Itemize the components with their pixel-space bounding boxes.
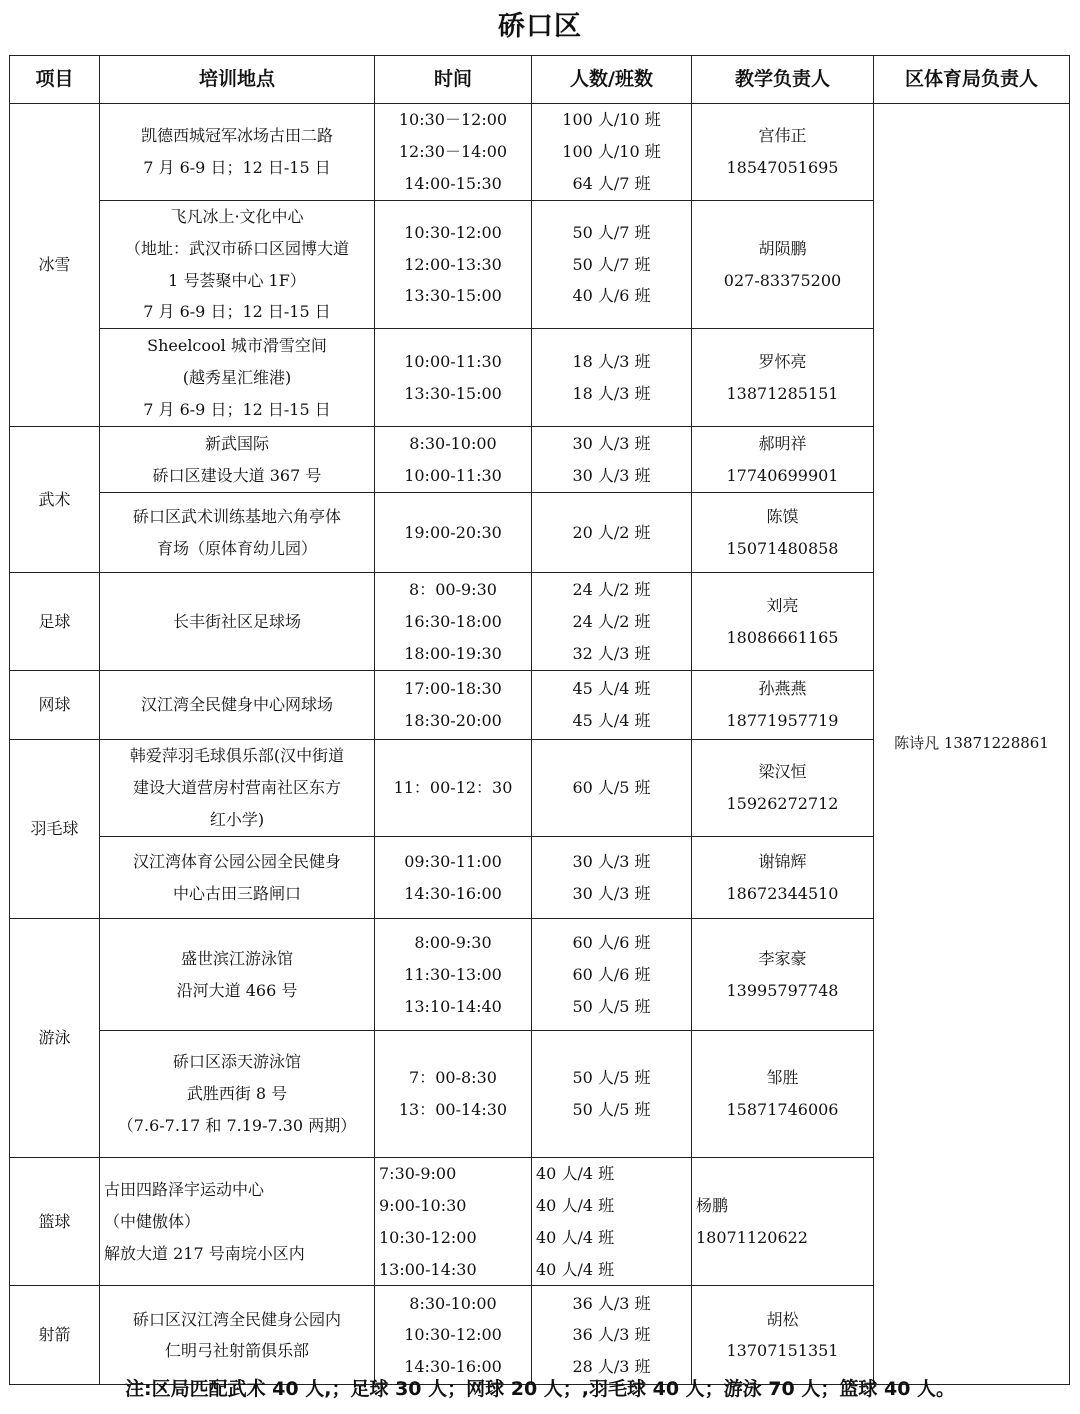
district-contact: 陈诗凡 13871228861 — [874, 104, 1070, 1385]
location-cell-line: （地址：武汉市硚口区园博大道 — [124, 238, 349, 258]
header-capacity: 人数/班数 — [532, 56, 692, 104]
time-cell-line: 13:00-14:30 — [379, 1259, 477, 1279]
coach-cell-line: 胡陨鹏 — [758, 238, 807, 258]
location-cell-line: 解放大道 217 号南垸小区内 — [104, 1243, 305, 1263]
capacity-cell-line: 45 人/4 班 — [572, 679, 651, 699]
coach-cell-line: 胡松 — [766, 1309, 799, 1329]
time-cell-line: 10:30-12:00 — [404, 222, 502, 242]
location-cell — [100, 427, 375, 493]
coach-cell-line: 梁汉恒 — [758, 762, 807, 782]
location-cell-line: 韩爱萍羽毛球俱乐部(汉中街道 — [129, 746, 345, 766]
sport-name: 游泳 — [10, 919, 100, 1158]
time-cell-line: 7:30-9:00 — [379, 1164, 457, 1184]
time-cell-line: 11：00-12：30 — [393, 778, 513, 798]
coach-cell-line: 027-83375200 — [723, 270, 842, 290]
time-cell-line: 14:00-15:30 — [404, 173, 502, 193]
location-cell-line: 汉江湾体育公园公园全民健身 — [132, 851, 341, 871]
time-cell-line: 8:30-10:00 — [409, 433, 497, 453]
capacity-cell — [532, 1158, 692, 1286]
time-cell-line: 8:00-9:30 — [414, 932, 492, 952]
capacity-cell-line: 45 人/4 班 — [572, 711, 651, 731]
location-cell — [100, 1031, 375, 1158]
location-cell-line: 育场（原体育幼儿园） — [156, 538, 317, 558]
capacity-cell-line: 30 人/3 班 — [572, 465, 651, 485]
time-cell-line: 7：00-8:30 — [409, 1068, 497, 1088]
table-row — [10, 104, 1070, 201]
time-cell — [375, 740, 532, 837]
time-cell-line: 10:30-12:00 — [404, 1325, 502, 1345]
time-cell — [375, 104, 532, 201]
location-cell — [100, 919, 375, 1031]
time-cell-line: 16:30-18:00 — [404, 611, 502, 631]
capacity-cell-line: 40 人/4 班 — [536, 1227, 615, 1247]
time-cell-line: 12:30－14:00 — [398, 142, 508, 162]
coach-cell-line: 孙燕燕 — [758, 679, 807, 699]
coach-cell-line: 18771957719 — [726, 711, 839, 731]
capacity-cell-line: 50 人/5 班 — [572, 1068, 651, 1088]
coach-cell — [692, 427, 874, 493]
capacity-cell — [532, 201, 692, 329]
schedule-table — [9, 55, 1070, 1385]
location-cell — [100, 104, 375, 201]
location-cell-line: 红小学) — [209, 810, 265, 830]
location-cell-line: 7 月 6-9 日；12 日-15 日 — [143, 158, 331, 177]
coach-cell — [692, 671, 874, 740]
coach-cell-line: 13995797748 — [726, 980, 839, 1000]
time-cell-line: 13：00-14:30 — [398, 1100, 508, 1120]
coach-cell-line: 13871285151 — [726, 383, 839, 403]
capacity-cell-line: 60 人/5 班 — [572, 778, 651, 798]
header-district-contact: 区体育局负责人 — [874, 56, 1070, 104]
header-sport: 项目 — [10, 56, 100, 104]
capacity-cell-line: 50 人/7 班 — [572, 222, 651, 242]
header-coach: 教学负责人 — [692, 56, 874, 104]
time-cell-line: 17:00-18:30 — [404, 679, 502, 699]
time-cell — [375, 919, 532, 1031]
sport-name: 网球 — [10, 671, 100, 740]
capacity-cell — [532, 1286, 692, 1385]
location-cell-line: 中心古田三路闸口 — [172, 883, 301, 903]
location-cell — [100, 201, 375, 329]
time-cell — [375, 493, 532, 573]
location-cell-line: 飞凡冰上·文化中心 — [170, 207, 304, 226]
capacity-cell — [532, 919, 692, 1031]
capacity-cell — [532, 104, 692, 201]
time-cell — [375, 837, 532, 919]
capacity-cell-line: 28 人/3 班 — [572, 1357, 651, 1377]
coach-cell — [692, 919, 874, 1031]
time-cell-line: 9:00-10:30 — [379, 1195, 467, 1215]
page-title: 硚口区 — [498, 11, 582, 42]
coach-cell-line: 谢锦辉 — [758, 851, 807, 871]
time-cell — [375, 201, 532, 329]
coach-cell — [692, 329, 874, 427]
location-cell-line: （中健傲体） — [104, 1211, 201, 1231]
capacity-cell — [532, 671, 692, 740]
time-cell — [375, 671, 532, 740]
capacity-cell-line: 32 人/3 班 — [572, 643, 651, 663]
coach-cell-line: 17740699901 — [726, 465, 839, 485]
location-cell-line: 古田四路泽宇运动中心 — [104, 1180, 265, 1200]
coach-cell — [692, 740, 874, 837]
capacity-cell-line: 50 人/5 班 — [572, 996, 651, 1016]
coach-cell-line: 18547051695 — [726, 158, 839, 177]
location-cell-line: Sheelcool 城市滑雪空间 — [147, 335, 327, 355]
capacity-cell-line: 18 人/3 班 — [572, 383, 651, 403]
time-cell-line: 13:30-15:00 — [404, 286, 502, 306]
capacity-cell — [532, 329, 692, 427]
header-row — [10, 56, 1070, 104]
coach-cell-line: 杨鹏 — [696, 1195, 729, 1215]
time-cell-line: 10:00-11:30 — [404, 465, 502, 485]
location-cell — [100, 573, 375, 671]
capacity-cell-line: 100 人/10 班 — [562, 110, 661, 130]
location-cell — [100, 329, 375, 427]
time-cell-line: 09:30-11:00 — [404, 851, 502, 871]
time-cell — [375, 329, 532, 427]
coach-cell — [692, 1031, 874, 1158]
location-cell — [100, 1286, 375, 1385]
time-cell-line: 13:10-14:40 — [404, 996, 502, 1016]
coach-cell — [692, 104, 874, 201]
location-cell-line: 7 月 6-9 日；12 日-15 日 — [143, 302, 331, 322]
coach-cell-line: 邹胜 — [766, 1068, 799, 1088]
time-cell-line: 14:30-16:00 — [404, 883, 502, 903]
coach-cell — [692, 493, 874, 573]
coach-cell-line: 罗怀亮 — [758, 351, 807, 371]
coach-cell — [692, 573, 874, 671]
location-cell-line: （7.6-7.17 和 7.19-7.30 两期） — [117, 1116, 357, 1136]
capacity-cell-line: 50 人/7 班 — [572, 254, 651, 274]
capacity-cell-line: 30 人/3 班 — [572, 883, 651, 903]
time-cell — [375, 1031, 532, 1158]
time-cell-line: 14:30-16:00 — [404, 1357, 502, 1377]
location-cell-line: 硚口区添天游泳馆 — [172, 1052, 301, 1072]
sport-name: 足球 — [10, 573, 100, 671]
time-cell — [375, 427, 532, 493]
sport-name: 冰雪 — [10, 104, 100, 427]
location-cell-line: 沿河大道 466 号 — [176, 980, 298, 1000]
coach-cell-line: 刘亮 — [766, 595, 799, 615]
time-cell-line: 8:30-10:00 — [409, 1293, 497, 1313]
location-cell-line: 7 月 6-9 日；12 日-15 日 — [143, 399, 331, 419]
location-cell-line: 建设大道营房村营南社区东方 — [132, 778, 341, 798]
time-cell-line: 12:00-13:30 — [404, 254, 502, 274]
coach-cell-line: 陈馍 — [766, 506, 799, 526]
capacity-cell — [532, 427, 692, 493]
capacity-cell-line: 18 人/3 班 — [572, 351, 651, 371]
time-cell-line: 19:00-20:30 — [404, 522, 502, 542]
capacity-cell-line: 60 人/6 班 — [572, 932, 651, 952]
time-cell-line: 18:00-19:30 — [404, 643, 502, 663]
coach-cell-line: 13707151351 — [726, 1341, 839, 1361]
capacity-cell-line: 24 人/2 班 — [572, 611, 651, 631]
coach-cell — [692, 201, 874, 329]
time-cell-line: 13:30-15:00 — [404, 383, 502, 403]
location-cell — [100, 740, 375, 837]
coach-cell-line: 18071120622 — [696, 1227, 808, 1247]
capacity-cell-line: 100 人/10 班 — [562, 142, 661, 162]
location-cell-line: 硚口区汉江湾全民健身公园内 — [132, 1309, 341, 1329]
location-cell-line: 汉江湾全民健身中心网球场 — [140, 695, 333, 715]
coach-cell-line: 李家豪 — [758, 948, 807, 968]
capacity-cell-line: 24 人/2 班 — [572, 579, 651, 599]
coach-cell-line: 郝明祥 — [758, 433, 807, 453]
capacity-cell — [532, 1031, 692, 1158]
capacity-cell-line: 50 人/5 班 — [572, 1100, 651, 1120]
sport-name: 武术 — [10, 427, 100, 573]
time-cell-line: 10:30-12:00 — [379, 1227, 477, 1247]
location-cell-line: 凯德西城冠军冰场古田二路 — [140, 126, 333, 146]
header-location: 培训地点 — [100, 56, 375, 104]
coach-cell-line: 15071480858 — [726, 538, 839, 558]
location-cell-line: 武胜西街 8 号 — [186, 1084, 288, 1104]
coach-cell-line: 18672344510 — [726, 883, 839, 903]
time-cell-line: 11:30-13:00 — [404, 964, 502, 984]
location-cell-line: 硚口区建设大道 367 号 — [152, 465, 322, 485]
location-cell — [100, 493, 375, 573]
coach-cell-line: 宫伟正 — [758, 126, 807, 146]
location-cell-line: (越秀星汇维港) — [182, 367, 292, 387]
coach-cell-line: 18086661165 — [726, 627, 839, 647]
location-cell — [100, 837, 375, 919]
capacity-cell — [532, 837, 692, 919]
location-cell-line: 硚口区武术训练基地六角亭体 — [132, 506, 341, 526]
time-cell-line: 18:30-20:00 — [404, 711, 502, 731]
sport-name: 羽毛球 — [10, 740, 100, 919]
capacity-cell-line: 64 人/7 班 — [572, 173, 651, 193]
location-cell-line: 仁明弓社射箭俱乐部 — [164, 1341, 309, 1361]
location-cell-line: 盛世滨江游泳馆 — [180, 948, 293, 968]
location-cell-line: 长丰街社区足球场 — [172, 611, 301, 631]
capacity-cell-line: 36 人/3 班 — [572, 1325, 651, 1345]
capacity-cell-line: 30 人/3 班 — [572, 851, 651, 871]
sport-name: 射箭 — [10, 1286, 100, 1385]
capacity-cell-line: 40 人/4 班 — [536, 1195, 615, 1215]
location-cell — [100, 671, 375, 740]
time-cell-line: 8：00-9:30 — [409, 579, 497, 599]
location-cell — [100, 1158, 375, 1286]
time-cell-line: 10:30－12:00 — [398, 110, 508, 130]
coach-cell-line: 15926272712 — [726, 794, 839, 814]
sport-name: 篮球 — [10, 1158, 100, 1286]
location-cell-line: 新武国际 — [204, 433, 269, 453]
coach-cell — [692, 1158, 874, 1286]
header-time: 时间 — [375, 56, 532, 104]
capacity-cell-line: 36 人/3 班 — [572, 1293, 651, 1313]
capacity-cell — [532, 493, 692, 573]
capacity-cell-line: 40 人/6 班 — [572, 286, 651, 306]
footnote: 注:区局匹配武术 40 人,；足球 30 人；网球 20 人；,羽毛球 40 人；游泳 70 人；篮球 40 人。 — [124, 1378, 956, 1400]
capacity-cell — [532, 740, 692, 837]
capacity-cell-line: 40 人/4 班 — [536, 1259, 615, 1279]
time-cell-line: 10:00-11:30 — [404, 351, 502, 371]
capacity-cell-line: 30 人/3 班 — [572, 433, 651, 453]
time-cell — [375, 1158, 532, 1286]
coach-cell-line: 15871746006 — [726, 1100, 839, 1120]
capacity-cell-line: 60 人/6 班 — [572, 964, 651, 984]
location-cell-line: 1 号荟聚中心 1F） — [168, 270, 306, 290]
coach-cell — [692, 1286, 874, 1385]
time-cell — [375, 573, 532, 671]
time-cell — [375, 1286, 532, 1385]
capacity-cell-line: 20 人/2 班 — [572, 522, 651, 542]
capacity-cell — [532, 573, 692, 671]
coach-cell — [692, 837, 874, 919]
capacity-cell-line: 40 人/4 班 — [536, 1164, 615, 1184]
